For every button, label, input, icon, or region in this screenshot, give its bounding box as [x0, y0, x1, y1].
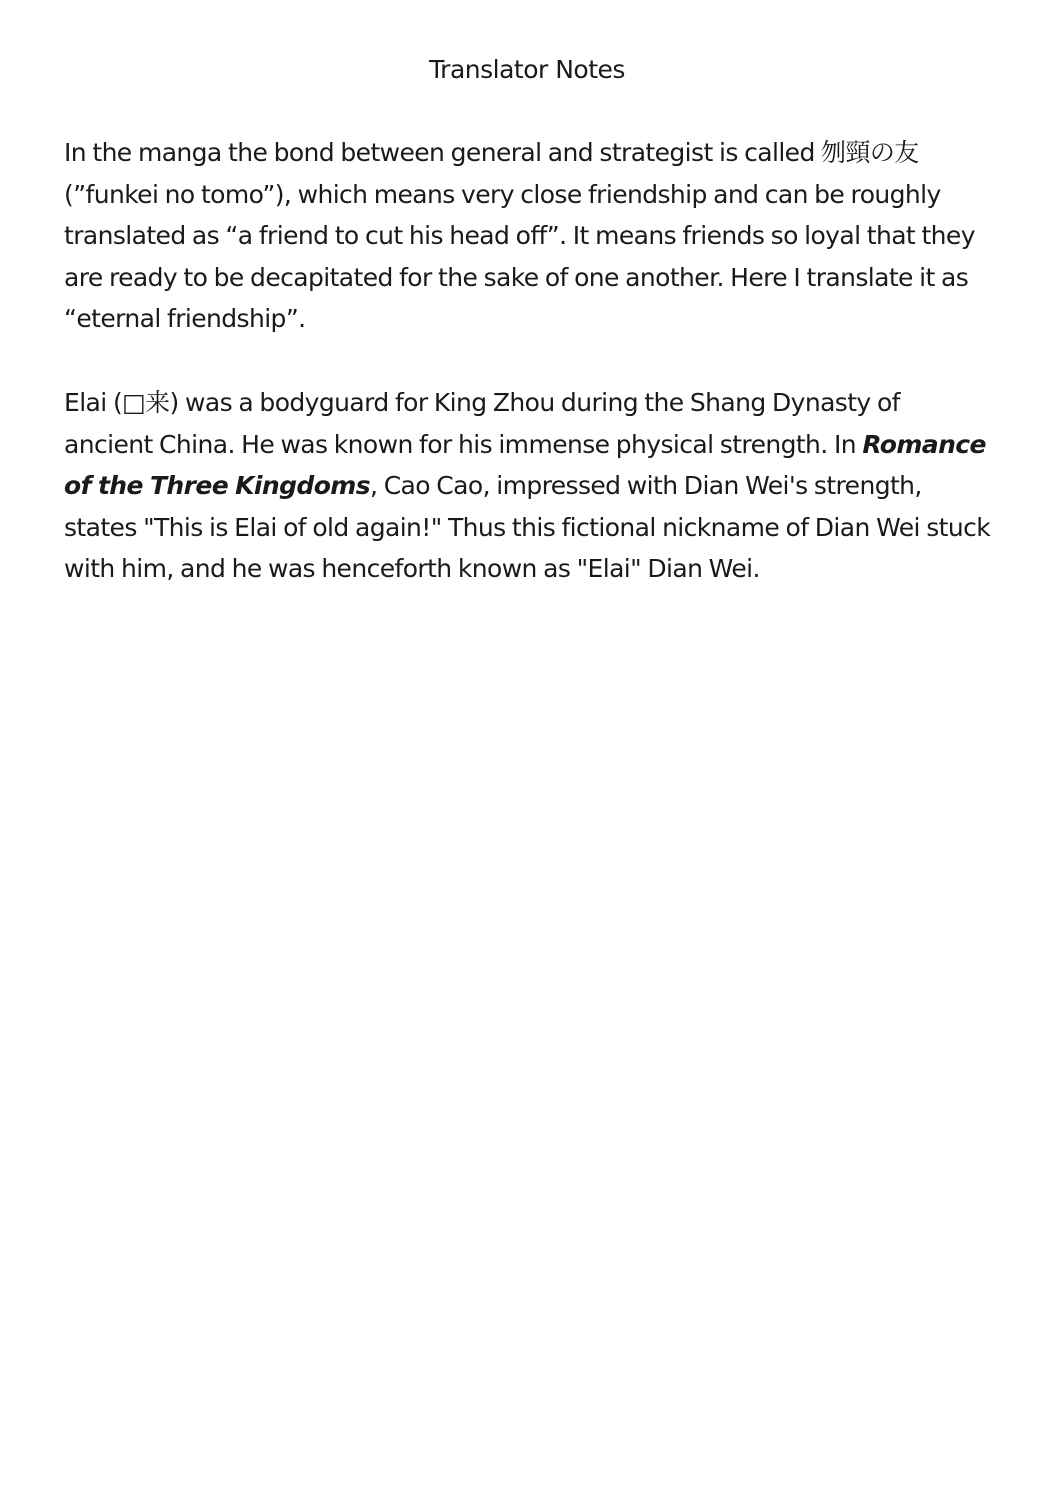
note-text-before: Elai (□来) was a bodyguard for King Zhou during the Shang Dynasty of ancient China. He was known for his immense physical strength. In — [64, 388, 900, 459]
page-title: Translator Notes — [429, 55, 625, 84]
note-paragraph-elai — [64, 382, 994, 590]
note-paragraph-funkei: In the manga the bond between general and strategist is called 刎頸の友 (”funkei no tomo”), which means very close friendship and can be roughly translated as “a friend to cut his head off”. It means friends so loyal that they are ready to be decapitated for the sake of one another. Here I translate it as “eternal friendship”. — [64, 138, 975, 333]
note-text-after: , Cao Cao, impressed with Dian Wei's strength, states "This is Elai of old again!" Thus this fictional nickname of Dian Wei stuck with him, and he was henceforth known as "Elai" Dian Wei. — [64, 471, 991, 583]
book-title: Romance of the Three Kingdoms — [64, 429, 986, 500]
